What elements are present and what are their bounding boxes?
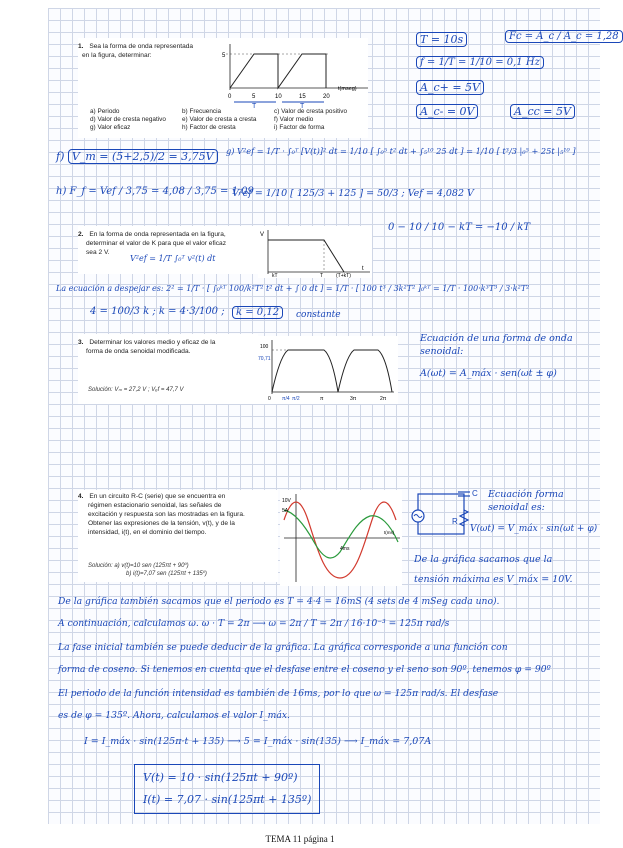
option: b) Frecuencia [182, 108, 222, 115]
x-tick: 10 [275, 94, 282, 100]
option: h) Factor de cresta [182, 124, 236, 131]
current-peak-label: 5A [282, 508, 289, 514]
t-axis-label: t [362, 266, 364, 272]
answer-mean-value: f) V_m = (5+2,5)/2 = 3,75V [56, 150, 218, 163]
voltage-peak-label: 10V [282, 498, 291, 504]
solution-line: A continuación, calculamos ω. ω · T = 2π ⟶ ω = 2π / T = 2π / 16·10⁻³ = 125π rad/s [58, 618, 450, 629]
statement-line: En un circuito R-C (serie) que se encuentra en [89, 493, 226, 500]
final-answers-box [134, 764, 320, 814]
ex4-solution: Solución: a) v(t)=10 sen (125πt + 90º) b) i(t)=7,07 sen (125πt + 135º) [88, 563, 207, 577]
t-label: T [320, 273, 324, 279]
answer-e: A_cc = 5V [510, 104, 575, 119]
x-axis-label: t(mseg) [338, 86, 357, 92]
resistor-label: R [452, 517, 458, 526]
answer-c: A_c+ = 5V [416, 80, 484, 95]
statement-line: Determinar los valores medio y eficaz de la [89, 339, 216, 346]
exercise-3-block [78, 334, 258, 404]
x-label: 3π [350, 396, 357, 402]
circuit-eq: V(ωt) = V_máx · sin(ωt + φ) [470, 524, 598, 534]
exercise-1-statement [78, 42, 193, 60]
ex2-equation-line: La ecuación a despejar es: 2² = 1/T · [ ∫₀ᵏᵀ 100/k²T² t² dt + ∫ 0 dt ] = 1/T · [ 100 t³ / 3k²T² ]₀ᵏᵀ = 1/T · 100·k³T³ / 3·k²T² [56, 284, 530, 293]
four-ms-label: 4ms [340, 546, 350, 552]
exercise-4-block [78, 490, 278, 582]
statement-line: régimen estacionario senoidal, las señales de [88, 502, 222, 509]
ex2-k-steps: 4 = 100/3 k ; k = 4·3/100 ; [90, 306, 225, 317]
exercise-number: 1. [78, 43, 84, 50]
constant-note: constante [296, 310, 341, 320]
solution-line: I = I_máx · sin(125π·t + 135) ⟶ 5 = I_máx · sin(135) ⟶ I_máx = 7,07A [84, 736, 432, 747]
k-result: k = 0,12 [232, 306, 283, 319]
x-label: π/2 [292, 396, 300, 402]
option: a) Periodo [90, 108, 120, 115]
answer-a: T = 10s [416, 32, 467, 47]
x-label: 2π [380, 396, 387, 402]
kt-label: kT [272, 273, 278, 279]
statement-line: en la figura, determinar: [82, 52, 152, 59]
x-label: π/4 [282, 396, 290, 402]
tkt-label: (T+kT) [336, 273, 351, 279]
y-label-7071: 70,71 [258, 356, 271, 362]
final-voltage: V(t) = 10 · sin(125πt + 90º) [143, 771, 298, 784]
statement-line: determinar el valor de K para que el valor eficaz [86, 240, 227, 247]
option: c) Valor de cresta positivo [274, 108, 348, 115]
trapezoid-figure [258, 226, 372, 278]
options-list [90, 108, 366, 131]
ex3-solution: Solución: Vₘ = 27,2 V ; Vₑf = 47,7 V [88, 387, 184, 393]
statement-line: intensidad, i(t), en el dominio del tiempo. [88, 529, 207, 536]
final-current: I(t) = 7,07 · sin(125πt + 135º) [143, 793, 312, 806]
statement-line: forma de onda senoidal modificada. [86, 348, 191, 355]
sawtooth-figure [220, 42, 370, 108]
exercise-2-block [78, 226, 276, 274]
period-mark: T [252, 103, 257, 110]
solution-line: La fase inicial también se puede deducir de la gráfica. La gráfica corresponde a una función con [58, 642, 508, 653]
solution-line: forma de coseno. Si tenemos en cuenta que el desfase entre el coseno y el seno son 90º, tenemos φ = 90º [58, 664, 551, 675]
time-axis-label: t(ms) [384, 530, 395, 535]
x-tick: 15 [299, 94, 306, 100]
modified-sine-figure [258, 336, 398, 404]
y-label-100: 100 [260, 344, 269, 350]
x-tick: 5 [252, 94, 256, 100]
statement-line: En la forma de onda representada en la figura, [89, 231, 226, 238]
option: e) Valor de cresta a cresta [182, 116, 257, 123]
x-tick: 20 [323, 94, 330, 100]
rc-waveform-figure [280, 490, 402, 586]
x-label: 0 [268, 396, 271, 402]
solution-line: El periodo de la función intensidad es también de 16ms, por lo que ω = 125π rad/s. El desfase [58, 688, 499, 699]
answer-form-factor: h) F_f = Vef / 3,75 = 4,08 / 3,75 = 1,09 [56, 186, 254, 197]
answer-rms-step-1: g) V²ef = 1/T · ∫₀ᵀ [V(t)]² dt = 1/10 [ ∫₀⁵ t² dt + ∫₅¹⁰ 25 dt ] = 1/10 [ t³/3 |₀⁵ + 25t |₅¹⁰ ] [226, 146, 576, 156]
exercise-number: 4. [78, 493, 84, 500]
statement-line: sea 2 V. [86, 249, 110, 256]
circuit-eq-title: Ecuación forma senoidal es: [488, 489, 564, 513]
rc-circuit-icon [404, 486, 484, 548]
statement-line: Sea la forma de onda representada [89, 43, 194, 50]
exercise-1-block [78, 38, 368, 138]
y-tick-5: 5 [222, 53, 226, 59]
option: f) Valor medio [274, 116, 314, 123]
statement-line: Obtener las expresiones de la tensión, v(t), y de la [88, 520, 235, 527]
v-label: V [260, 232, 265, 238]
page-footer: TEMA 11 página 1 [265, 834, 335, 844]
slope-note: 0 − 10 / 10 − kT = −10 / kT [388, 222, 531, 233]
answer-frequency: f = 1/T = 1/10 = 0,1 Hz [416, 56, 544, 69]
capacitor-label: C [472, 489, 478, 498]
answer-d: A_c- = 0V [416, 104, 478, 119]
answer-rms-step-2: V²ef = 1/10 [ 125/3 + 125 ] = 50/3 ; Vef = 4,082 V [232, 188, 474, 199]
option: d) Valor de cresta negativo [90, 116, 166, 123]
sine-equation: A(ωt) = A_máx · sen(ωt ± φ) [420, 368, 557, 379]
exercise-number: 3. [78, 339, 84, 346]
solution-line: De la gráfica también sacamos que el periodo es T = 4·4 = 16mS (4 sets de 4 mSeg cada uno). [58, 596, 500, 607]
x-label: π [320, 396, 324, 402]
rms-formula: V²ef = 1/T ∫₀ᵀ v²(t) dt [130, 254, 216, 263]
sine-equation-note: Ecuación de una forma de onda senoidal: [420, 333, 573, 357]
answer-b: Fc = A_c / A_c = 1,28 [505, 30, 623, 43]
vmax-note: De la gráfica sacamos que la tensión máxima es V_máx = 10V. [414, 554, 573, 585]
statement-line: excitación y respuesta son las mostradas en la figura. [88, 511, 245, 518]
exercise-number: 2. [78, 231, 84, 238]
x-tick: 0 [228, 94, 232, 100]
option: i) Factor de forma [274, 124, 325, 131]
option: g) Valor eficaz [90, 124, 131, 131]
period-mark: T [300, 103, 305, 110]
solution-line: es de φ = 135º. Ahora, calculamos el valor I_máx. [58, 710, 290, 721]
